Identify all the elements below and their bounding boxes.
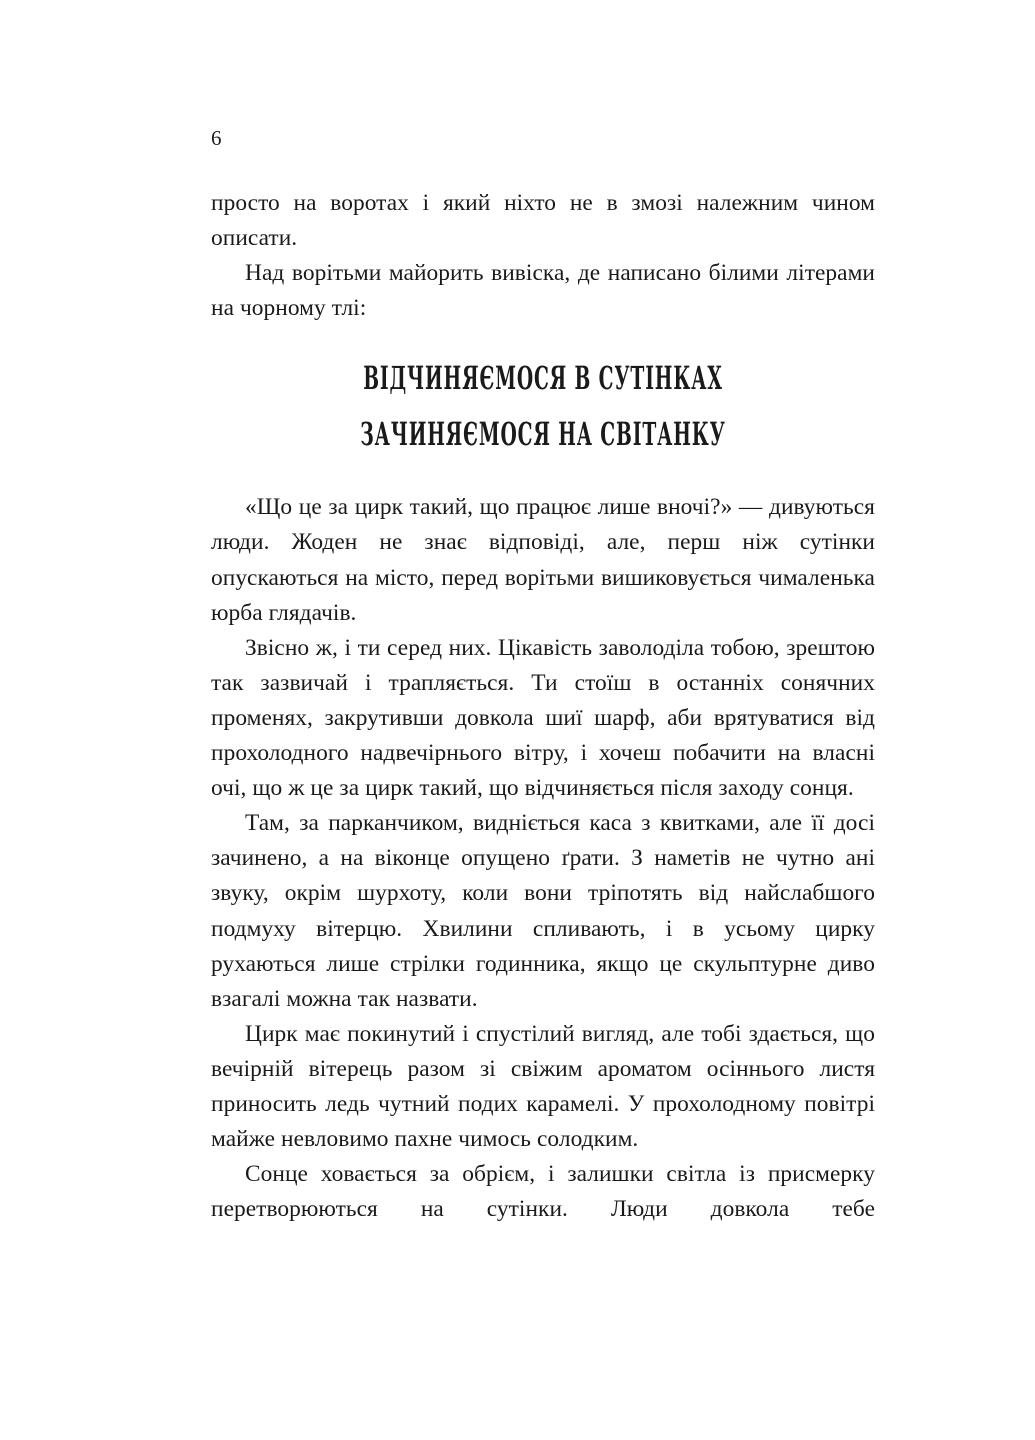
sign-line-2-wrapper [211,417,875,454]
paragraph-sign-intro: Над ворітьми майорить вивіска, де написано білими літерами на чорному тлі: [211,260,875,322]
text-column [211,186,875,1262]
sign-line-close-at-dawn: ЗАЧИНЯЄМОСЯ НА СВІТАНКУ [360,417,726,454]
paragraph-ticket-booth: Там, за парканчиком, видніється каса з квитками, але її досі зачинено, а на віконце опущено ґрати. З наметів не чутно ані звуку, окрім шурхоту, коли вони тріпотять від найслабшого подмуху вітерцю. Хвилини спливають, і в усьому цирку рухаються лише стрілки годинника, якщо це скульптурне диво взагалі можна так назвати. [211,810,875,1012]
paragraph-question: «Що це за цирк такий, що працює лише вночі?» — дивуються люди. Жоден не знає відповіді, але, перш ніж сутінки опускаються на місто, перед ворітьми вишиковується чималенька юрба глядачів. [211,494,875,626]
page-number: 6 [211,126,222,150]
paragraph-you-among-them: Звісно ж, і ти серед них. Цікавість заволоділа тобою, зрештою так зазвичай і трапляється. Ти стоїш в останніх сонячних променях, закрутивши довкола шиї шарф, аби врятуватися від прохолодного надвечірнього вітру, і хочеш побачити на власні очі, що ж це за цирк такий, що відчиняється після заходу сонця. [211,634,875,802]
sign-line-open-at-dusk: ВІДЧИНЯЄМОСЯ В СУТІНКАХ [363,361,723,398]
circus-sign [211,361,875,454]
spacer-after-sign [211,448,875,490]
paragraph-sunset: Сонце ховається за обрієм, і залишки світла із присмерку перетворюються на сутінки. Люди довкола тебе [211,1161,875,1223]
sign-line-1-wrapper [211,361,875,398]
paragraph-continued: просто на воротах і який ніхто не в змозі належним чином описати. [211,190,875,252]
paragraph-caramel: Цирк має покинутий і спустілий вигляд, але тобі здається, що вечірній вітерець разом зі свіжим ароматом осіннього листя приносить ледь чутний подих карамелі. У прохолодному повітрі майже невловимо пахне чимось солодким. [211,1020,875,1153]
